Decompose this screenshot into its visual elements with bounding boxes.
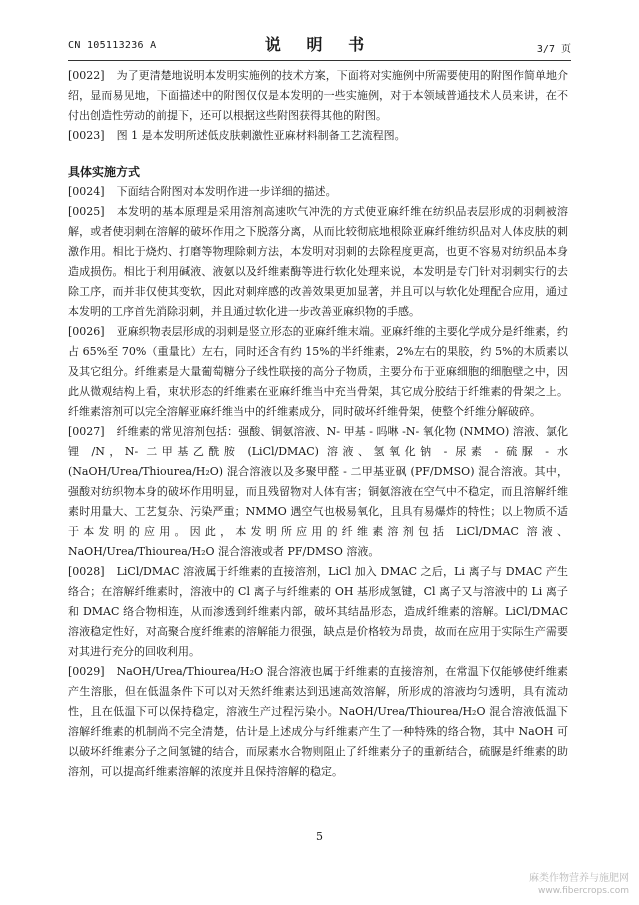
paragraph-text: LiCl/DMAC 溶液属于纤维素的直接溶剂，LiCl 加入 DMAC 之后，Li 离子与 DMAC 产生络合；在溶解纤维素时，溶液中的 Cl 离子与纤维素的 OH 基形成氢键，Cl 离子又与溶液中的 Li 离子和 DMAC 络合物相连，从而渗透到纤维素内部，破坏其结晶形态，造成纤维素的溶解。LiCl/DMAC 溶液稳定性好，对高聚合度纤维素的溶解能力很强，缺点是价格较为昂贵，故而在应用于实际生产需要对其进行充分的回收利用。 (68, 565, 568, 658)
paragraph-0028 (68, 562, 568, 662)
doc-number: CN 105113236 A (68, 40, 157, 51)
page-title: 说 明 书 (264, 35, 375, 54)
page-number: 5 (316, 830, 323, 843)
paragraph-number: [0022] (68, 69, 105, 82)
section-heading: 具体实施方式 (68, 165, 141, 179)
watermark (529, 873, 629, 897)
paragraph-text: 下面结合附图对本发明作进一步详细的描述。 (116, 185, 337, 198)
paragraph-text: 本发明的基本原理是采用溶剂高速吹气冲洗的方式使亚麻纤维在纺织品表层形成的羽刺被溶解，或者使羽刺在溶解的破坏作用之下脱落分离，从而比较彻底地根除亚麻纤维纺织品对人体皮肤的刺激作用。相比于烧灼、打磨等物理除刺方法，本发明对羽刺的去除程度更高，也更不容易对纺织品本身造成损伤。相比于利用碱液、液氨以及纤维素酶等进行软化处理来说，本发明是专门针对羽刺实行的去除工序，而并非仅使其变软，因此对刺痒感的改善效果更加显著，并且可以与软化处理配合应用，通过本发明的工序首先消除羽刺，并且通过软化进一步改善亚麻织物的手感。 (68, 205, 568, 318)
paragraph-0025 (68, 202, 568, 322)
paragraph-0026 (68, 322, 568, 422)
paragraph-text: NaOH/Urea/Thiourea/H₂O 混合溶液也属于纤维素的直接溶剂，在常温下仅能够使纤维素产生溶胀，但在低温条件下可以对天然纤维素达到迅速高效溶解，所形成的溶液均匀透明，具有流动性，且在低温下可以保持稳定，溶液生产过程污染小。NaOH/Urea/Thiourea/H₂O 混合溶液低温下溶解纤维素的机制尚不完全清楚，估计是上述成分与纤维素产生了一种特殊的络合物，其中 NaOH 可以破坏纤维素分子之间氢键的结合，而尿素水合物则阻止了纤维素分子的重新结合，硫脲是纤维素的助溶剂，可以提高纤维素溶解的浓度并且保持溶解的稳定。 (68, 665, 568, 778)
paragraph-0023 (68, 126, 568, 146)
paragraph-text: 为了更清楚地说明本发明实施例的技术方案，下面将对实施例中所需要使用的附图作简单地介绍，显而易见地，下面描述中的附图仅仅是本发明的一些实施例，对于本领域普通技术人员来讲，在不付出创造性劳动的前提下，还可以根据这些附图获得其他的附图。 (68, 69, 568, 122)
page-header (68, 30, 571, 56)
paragraph-number: [0024] (68, 185, 105, 198)
page-indicator: 3/7 页 (536, 44, 571, 55)
document-body (68, 66, 568, 782)
paragraph-number: [0026] (68, 325, 105, 338)
watermark-title: 麻类作物营养与施肥网 (529, 873, 629, 884)
paragraph-number: [0028] (68, 565, 105, 578)
paragraph-text: 亚麻织物表层形成的羽刺是竖立形态的亚麻纤维末端。亚麻纤维的主要化学成分是纤维素，约占 65%至 70%（重量比）左右，同时还含有约 15%的半纤维素，2%左右的果胶，约 5%的木质素以及其它组分。纤维素是大量葡萄糖分子线性联接的高分子物质，主要分布于亚麻细胞的细胞壁之中，因此从微观结构上看，束状形态的纤维素在亚麻纤维当中充当骨架，其它成分胶结于纤维素的骨架之上。纤维素溶剂可以完全溶解亚麻纤维当中的纤维素成分，同时破坏纤维骨架，使整个纤维分解破碎。 (68, 325, 568, 418)
header-divider (68, 60, 571, 61)
paragraph-0024 (68, 182, 568, 202)
paragraph-0027 (68, 422, 568, 562)
paragraph-0029 (68, 662, 568, 782)
paragraph-number: [0023] (68, 129, 105, 142)
watermark-url: www.fibercrops.com (538, 886, 629, 896)
paragraph-text: 图 1 是本发明所述低皮肤刺激性亚麻材料制备工艺流程图。 (116, 129, 406, 142)
paragraph-0022 (68, 66, 568, 126)
paragraph-number: [0025] (68, 205, 105, 218)
paragraph-number: [0029] (68, 665, 105, 678)
paragraph-text: 纤维素的常见溶剂包括：强酸、铜氨溶液、N- 甲基 - 吗啉 -N- 氧化物 (NMMO) 溶液、氯化锂 /N，N- 二甲基乙酰胺 (LiCl/DMAC) 溶液、氢氧化钠 - 尿素 - 硫脲 - 水 (NaOH/Urea/Thiourea/H₂O) 混合溶液以及多聚甲醛 - 二甲基亚砜 (PF/DMSO) 混合溶液。其中，强酸对纺织物本身的破坏作用明显，而且残留物对人体有害；铜氨溶液在空气中不稳定，而且溶解纤维素时用量大、工艺复杂、污染严重；NMMO 遇空气也极易氧化，且具有易爆炸的特性；以上物质不适于本发明的应用。因此，本发明所应用的纤维素溶剂包括 LiCl/DMAC 溶液、NaOH/Urea/Thiourea/H₂O 混合溶液或者 PF/DMSO 溶液。 (68, 425, 568, 558)
paragraph-number: [0027] (68, 425, 105, 438)
